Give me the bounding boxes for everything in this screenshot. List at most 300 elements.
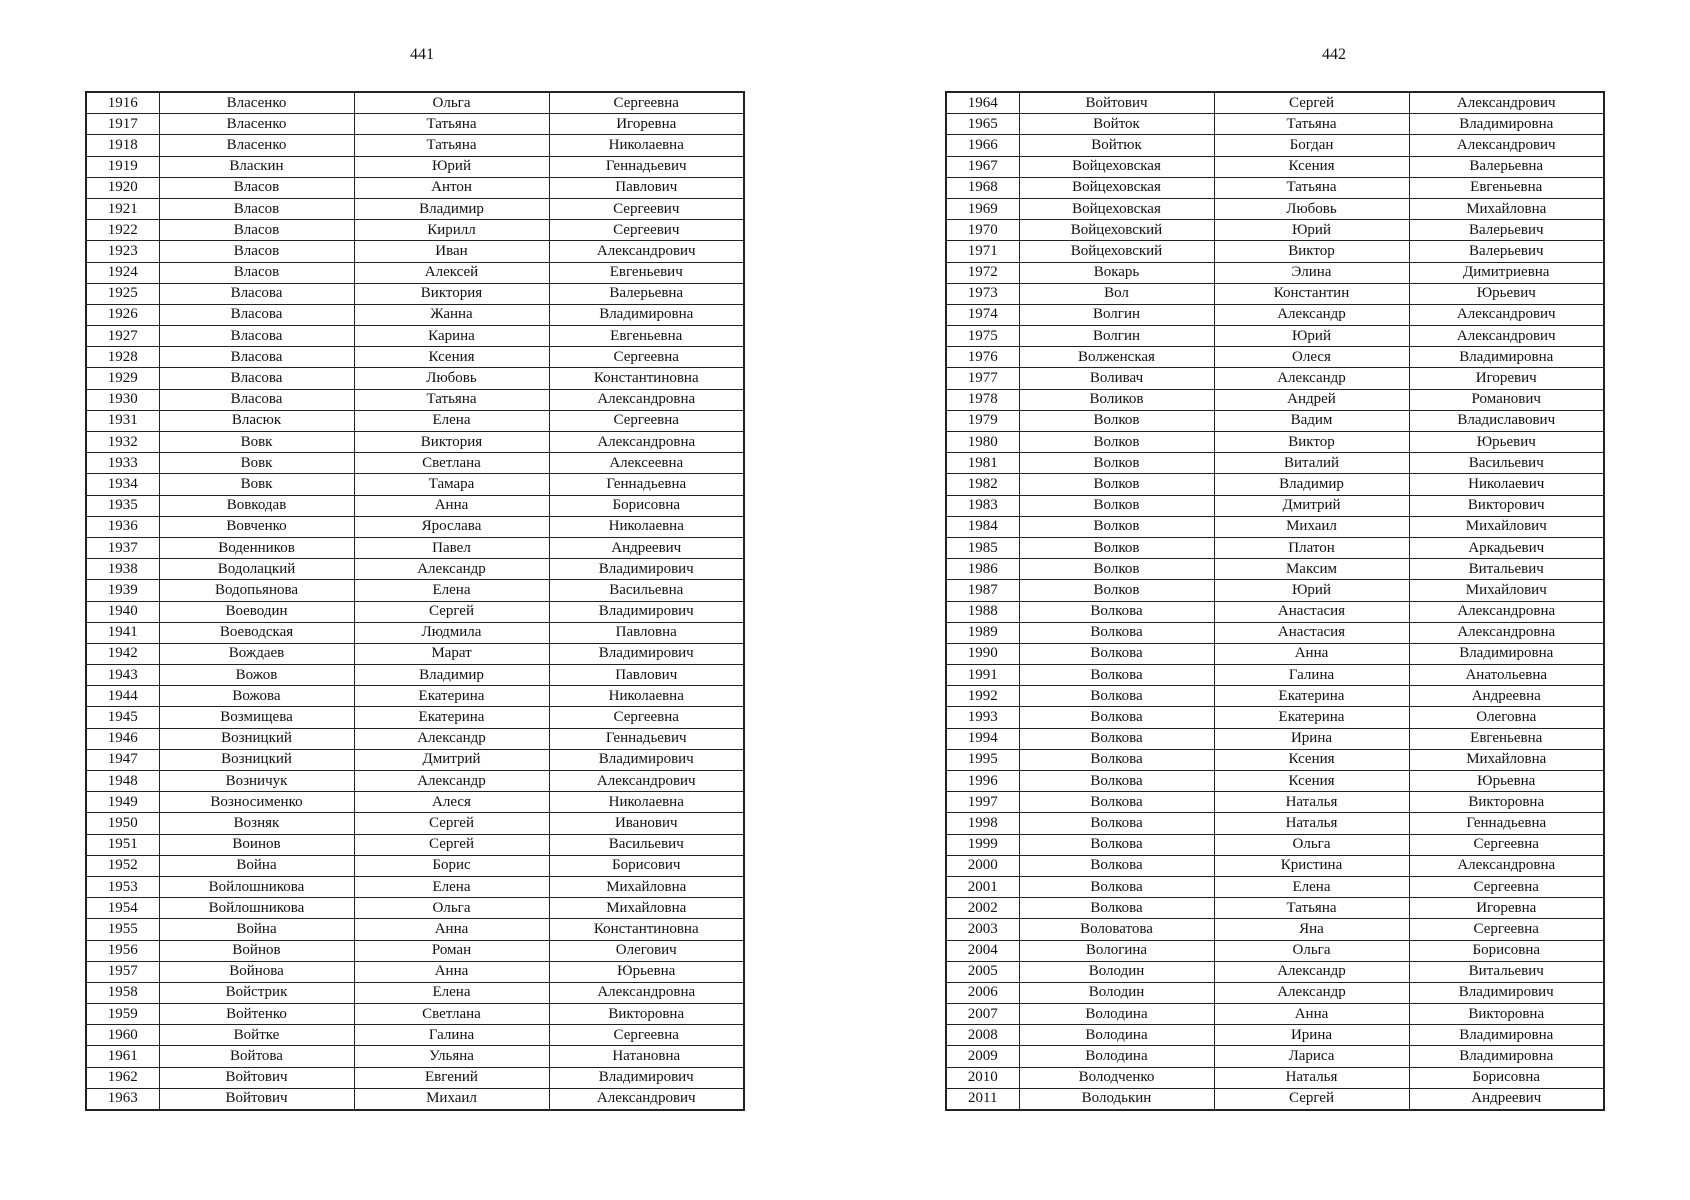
patronymic-cell: Александровна: [549, 389, 744, 410]
patronymic-cell: Олегович: [549, 940, 744, 961]
patronymic-cell: Геннадьевич: [549, 728, 744, 749]
patronymic-cell: Михайловна: [1409, 198, 1604, 219]
row-number-cell: 1979: [946, 410, 1019, 431]
patronymic-cell: Юрьевич: [1409, 432, 1604, 453]
table-row: [86, 686, 744, 707]
given-name-cell: Элина: [1214, 262, 1409, 283]
given-name-cell: Виктория: [354, 283, 549, 304]
given-name-cell: Юрий: [1214, 220, 1409, 241]
patronymic-cell: Николаевна: [549, 792, 744, 813]
table-row: [86, 855, 744, 876]
row-number-cell: 1985: [946, 537, 1019, 558]
patronymic-cell: Игоревна: [549, 114, 744, 135]
table-row: [86, 961, 744, 982]
surname-cell: Волков: [1019, 537, 1214, 558]
row-number-cell: 1964: [946, 92, 1019, 114]
surname-cell: Власова: [159, 326, 354, 347]
table-row: [86, 792, 744, 813]
row-number-cell: 1975: [946, 326, 1019, 347]
given-name-cell: Платон: [1214, 537, 1409, 558]
row-number-cell: 1926: [86, 304, 159, 325]
patronymic-cell: Владимирович: [549, 559, 744, 580]
row-number-cell: 1972: [946, 262, 1019, 283]
table-row: [86, 665, 744, 686]
surname-cell: Власенко: [159, 135, 354, 156]
surname-cell: Воеводин: [159, 601, 354, 622]
row-number-cell: 1921: [86, 198, 159, 219]
table-row: [86, 834, 744, 855]
surname-cell: Волкова: [1019, 728, 1214, 749]
row-number-cell: 1958: [86, 982, 159, 1003]
table-row: [86, 876, 744, 897]
row-number-cell: 1984: [946, 516, 1019, 537]
given-name-cell: Александр: [1214, 961, 1409, 982]
given-name-cell: Сергей: [354, 601, 549, 622]
surname-cell: Войтович: [159, 1067, 354, 1088]
row-number-cell: 2007: [946, 1004, 1019, 1025]
patronymic-cell: Владимирович: [1409, 982, 1604, 1003]
patronymic-cell: Евгеньевич: [549, 262, 744, 283]
row-number-cell: 1951: [86, 834, 159, 855]
row-number-cell: 1942: [86, 643, 159, 664]
patronymic-cell: Олеговна: [1409, 707, 1604, 728]
row-number-cell: 1999: [946, 834, 1019, 855]
table-row: [946, 156, 1604, 177]
table-row: [86, 135, 744, 156]
row-number-cell: 1918: [86, 135, 159, 156]
table-row: [86, 1067, 744, 1088]
given-name-cell: Анна: [354, 495, 549, 516]
table-row: [946, 304, 1604, 325]
row-number-cell: 1919: [86, 156, 159, 177]
table-row: [86, 304, 744, 325]
patronymic-cell: Борисовна: [1409, 940, 1604, 961]
patronymic-cell: Сергеевна: [549, 347, 744, 368]
row-number-cell: 2004: [946, 940, 1019, 961]
row-number-cell: 1981: [946, 453, 1019, 474]
patronymic-cell: Александрович: [549, 241, 744, 262]
table-row: [946, 749, 1604, 770]
table-row: [86, 940, 744, 961]
surname-cell: Вологина: [1019, 940, 1214, 961]
surname-cell: Власенко: [159, 92, 354, 114]
given-name-cell: Анастасия: [1214, 622, 1409, 643]
patronymic-cell: Сергеевич: [549, 198, 744, 219]
surname-cell: Волков: [1019, 453, 1214, 474]
table-row: [946, 135, 1604, 156]
surname-cell: Володченко: [1019, 1067, 1214, 1088]
given-name-cell: Татьяна: [354, 135, 549, 156]
row-number-cell: 1940: [86, 601, 159, 622]
surname-cell: Власова: [159, 304, 354, 325]
given-name-cell: Александр: [1214, 304, 1409, 325]
patronymic-cell: Юрьевич: [1409, 283, 1604, 304]
row-number-cell: 1947: [86, 749, 159, 770]
table-row: [946, 177, 1604, 198]
table-row: [946, 220, 1604, 241]
patronymic-cell: Михайлович: [1409, 580, 1604, 601]
row-number-cell: 1982: [946, 474, 1019, 495]
surname-cell: Воеводская: [159, 622, 354, 643]
row-number-cell: 1965: [946, 114, 1019, 135]
surname-cell: Войток: [1019, 114, 1214, 135]
patronymic-cell: Александрович: [1409, 92, 1604, 114]
given-name-cell: Алеся: [354, 792, 549, 813]
given-name-cell: Сергей: [1214, 92, 1409, 114]
patronymic-cell: Васильевич: [549, 834, 744, 855]
patronymic-cell: Павлович: [549, 177, 744, 198]
table-row: [86, 749, 744, 770]
patronymic-cell: Владимировна: [549, 304, 744, 325]
surname-cell: Волкова: [1019, 898, 1214, 919]
surname-cell: Войтович: [1019, 92, 1214, 114]
given-name-cell: Татьяна: [1214, 177, 1409, 198]
surname-cell: Водопьянова: [159, 580, 354, 601]
row-number-cell: 2000: [946, 855, 1019, 876]
surname-cell: Вовкодав: [159, 495, 354, 516]
given-name-cell: Елена: [354, 580, 549, 601]
row-number-cell: 1996: [946, 771, 1019, 792]
given-name-cell: Константин: [1214, 283, 1409, 304]
patronymic-cell: Сергеевна: [549, 92, 744, 114]
surname-cell: Волков: [1019, 559, 1214, 580]
surname-cell: Волкова: [1019, 855, 1214, 876]
table-row: [86, 559, 744, 580]
table-row: [86, 114, 744, 135]
surname-cell: Власов: [159, 198, 354, 219]
patronymic-cell: Викторовна: [1409, 792, 1604, 813]
row-number-cell: 2011: [946, 1088, 1019, 1110]
row-number-cell: 1941: [86, 622, 159, 643]
given-name-cell: Ольга: [354, 898, 549, 919]
row-number-cell: 1961: [86, 1046, 159, 1067]
patronymic-cell: Владимировна: [1409, 643, 1604, 664]
given-name-cell: Анна: [354, 961, 549, 982]
table-row: [946, 474, 1604, 495]
surname-cell: Воливач: [1019, 368, 1214, 389]
given-name-cell: Ксения: [1214, 771, 1409, 792]
given-name-cell: Екатерина: [354, 686, 549, 707]
row-number-cell: 2003: [946, 919, 1019, 940]
patronymic-cell: Николаевна: [549, 686, 744, 707]
table-row: [946, 855, 1604, 876]
given-name-cell: Александр: [1214, 982, 1409, 1003]
row-number-cell: 1968: [946, 177, 1019, 198]
patronymic-cell: Александровна: [1409, 855, 1604, 876]
table-row: [946, 771, 1604, 792]
surname-cell: Володькин: [1019, 1088, 1214, 1110]
patronymic-cell: Евгеньевна: [549, 326, 744, 347]
table-row: [946, 1046, 1604, 1067]
given-name-cell: Анна: [1214, 1004, 1409, 1025]
patronymic-cell: Валерьевич: [1409, 241, 1604, 262]
patronymic-cell: Александрович: [1409, 326, 1604, 347]
roster-table-body: [946, 92, 1604, 1110]
patronymic-cell: Владимировна: [1409, 114, 1604, 135]
row-number-cell: 2001: [946, 876, 1019, 897]
given-name-cell: Галина: [354, 1025, 549, 1046]
patronymic-cell: Викторовна: [1409, 1004, 1604, 1025]
table-row: [86, 92, 744, 114]
given-name-cell: Татьяна: [354, 389, 549, 410]
row-number-cell: 1967: [946, 156, 1019, 177]
given-name-cell: Владимир: [354, 665, 549, 686]
surname-cell: Войстрик: [159, 982, 354, 1003]
given-name-cell: Ярослава: [354, 516, 549, 537]
surname-cell: Войцеховский: [1019, 241, 1214, 262]
patronymic-cell: Игоревич: [1409, 368, 1604, 389]
surname-cell: Возмищева: [159, 707, 354, 728]
surname-cell: Власов: [159, 220, 354, 241]
given-name-cell: Елена: [354, 876, 549, 897]
table-row: [86, 495, 744, 516]
given-name-cell: Максим: [1214, 559, 1409, 580]
patronymic-cell: Сергеевна: [549, 410, 744, 431]
given-name-cell: Анастасия: [1214, 601, 1409, 622]
row-number-cell: 1930: [86, 389, 159, 410]
surname-cell: Воденников: [159, 537, 354, 558]
table-row: [946, 241, 1604, 262]
patronymic-cell: Евгеньевна: [1409, 177, 1604, 198]
table-row: [86, 1004, 744, 1025]
surname-cell: Волков: [1019, 580, 1214, 601]
given-name-cell: Светлана: [354, 1004, 549, 1025]
surname-cell: Вовченко: [159, 516, 354, 537]
given-name-cell: Елена: [1214, 876, 1409, 897]
surname-cell: Волкова: [1019, 707, 1214, 728]
given-name-cell: Михаил: [354, 1088, 549, 1110]
given-name-cell: Иван: [354, 241, 549, 262]
table-row: [946, 728, 1604, 749]
row-number-cell: 1939: [86, 580, 159, 601]
patronymic-cell: Борисович: [549, 855, 744, 876]
row-number-cell: 1987: [946, 580, 1019, 601]
table-row: [86, 241, 744, 262]
table-row: [86, 368, 744, 389]
row-number-cell: 1959: [86, 1004, 159, 1025]
given-name-cell: Любовь: [354, 368, 549, 389]
patronymic-cell: Валерьевич: [1409, 220, 1604, 241]
surname-cell: Войлошникова: [159, 876, 354, 897]
surname-cell: Войцеховская: [1019, 156, 1214, 177]
surname-cell: Володина: [1019, 1025, 1214, 1046]
surname-cell: Возничук: [159, 771, 354, 792]
row-number-cell: 2010: [946, 1067, 1019, 1088]
patronymic-cell: Викторовна: [549, 1004, 744, 1025]
surname-cell: Власкин: [159, 156, 354, 177]
table-row: [946, 347, 1604, 368]
given-name-cell: Дмитрий: [354, 749, 549, 770]
row-number-cell: 1934: [86, 474, 159, 495]
row-number-cell: 2009: [946, 1046, 1019, 1067]
table-row: [946, 283, 1604, 304]
row-number-cell: 1956: [86, 940, 159, 961]
row-number-cell: 1977: [946, 368, 1019, 389]
table-row: [86, 453, 744, 474]
patronymic-cell: Витальевич: [1409, 559, 1604, 580]
patronymic-cell: Валерьевна: [549, 283, 744, 304]
patronymic-cell: Михайловна: [549, 876, 744, 897]
given-name-cell: Борис: [354, 855, 549, 876]
table-row: [86, 982, 744, 1003]
table-row: [86, 410, 744, 431]
given-name-cell: Тамара: [354, 474, 549, 495]
table-row: [946, 580, 1604, 601]
table-row: [946, 982, 1604, 1003]
row-number-cell: 1980: [946, 432, 1019, 453]
surname-cell: Войтке: [159, 1025, 354, 1046]
patronymic-cell: Александрович: [549, 771, 744, 792]
surname-cell: Волкова: [1019, 686, 1214, 707]
surname-cell: Власов: [159, 241, 354, 262]
given-name-cell: Евгений: [354, 1067, 549, 1088]
patronymic-cell: Сергеевич: [549, 220, 744, 241]
given-name-cell: Марат: [354, 643, 549, 664]
given-name-cell: Виктор: [1214, 241, 1409, 262]
given-name-cell: Екатерина: [1214, 707, 1409, 728]
surname-cell: Власов: [159, 262, 354, 283]
surname-cell: Власюк: [159, 410, 354, 431]
patronymic-cell: Витальевич: [1409, 961, 1604, 982]
row-number-cell: 2008: [946, 1025, 1019, 1046]
given-name-cell: Любовь: [1214, 198, 1409, 219]
row-number-cell: 1954: [86, 898, 159, 919]
row-number-cell: 1948: [86, 771, 159, 792]
surname-cell: Войнов: [159, 940, 354, 961]
surname-cell: Возносименко: [159, 792, 354, 813]
patronymic-cell: Павловна: [549, 622, 744, 643]
surname-cell: Войтова: [159, 1046, 354, 1067]
row-number-cell: 1917: [86, 114, 159, 135]
table-row: [946, 1088, 1604, 1110]
table-row: [946, 961, 1604, 982]
row-number-cell: 1993: [946, 707, 1019, 728]
given-name-cell: Вадим: [1214, 410, 1409, 431]
given-name-cell: Ирина: [1214, 728, 1409, 749]
page-number: 441: [410, 46, 434, 63]
roster-table-body: [86, 92, 744, 1110]
row-number-cell: 1920: [86, 177, 159, 198]
patronymic-cell: Юрьевна: [549, 961, 744, 982]
patronymic-cell: Геннадьевна: [1409, 813, 1604, 834]
row-number-cell: 1950: [86, 813, 159, 834]
given-name-cell: Екатерина: [1214, 686, 1409, 707]
patronymic-cell: Владимирович: [549, 749, 744, 770]
row-number-cell: 2006: [946, 982, 1019, 1003]
given-name-cell: Михаил: [1214, 516, 1409, 537]
surname-cell: Войлошникова: [159, 898, 354, 919]
row-number-cell: 1997: [946, 792, 1019, 813]
table-row: [86, 220, 744, 241]
patronymic-cell: Владимирович: [549, 601, 744, 622]
row-number-cell: 1949: [86, 792, 159, 813]
table-row: [946, 940, 1604, 961]
table-row: [946, 516, 1604, 537]
surname-cell: Водолацкий: [159, 559, 354, 580]
table-row: [946, 114, 1604, 135]
patronymic-cell: Иванович: [549, 813, 744, 834]
surname-cell: Возняк: [159, 813, 354, 834]
given-name-cell: Екатерина: [354, 707, 549, 728]
given-name-cell: Анна: [354, 919, 549, 940]
row-number-cell: 1936: [86, 516, 159, 537]
surname-cell: Вождаев: [159, 643, 354, 664]
table-row: [946, 326, 1604, 347]
given-name-cell: Ксения: [1214, 749, 1409, 770]
given-name-cell: Карина: [354, 326, 549, 347]
table-row: [86, 643, 744, 664]
surname-cell: Воинов: [159, 834, 354, 855]
table-row: [946, 622, 1604, 643]
row-number-cell: 1952: [86, 855, 159, 876]
row-number-cell: 1953: [86, 876, 159, 897]
surname-cell: Волгин: [1019, 326, 1214, 347]
patronymic-cell: Борисовна: [1409, 1067, 1604, 1088]
surname-cell: Вовк: [159, 453, 354, 474]
patronymic-cell: Натановна: [549, 1046, 744, 1067]
given-name-cell: Юрий: [354, 156, 549, 177]
given-name-cell: Ульяна: [354, 1046, 549, 1067]
table-row: [86, 326, 744, 347]
table-row: [86, 898, 744, 919]
given-name-cell: Олеся: [1214, 347, 1409, 368]
surname-cell: Волкова: [1019, 813, 1214, 834]
given-name-cell: Роман: [354, 940, 549, 961]
row-number-cell: 1924: [86, 262, 159, 283]
surname-cell: Волков: [1019, 516, 1214, 537]
row-number-cell: 2005: [946, 961, 1019, 982]
roster-table: [945, 91, 1605, 1111]
row-number-cell: 1994: [946, 728, 1019, 749]
given-name-cell: Наталья: [1214, 813, 1409, 834]
row-number-cell: 1988: [946, 601, 1019, 622]
patronymic-cell: Сергеевна: [1409, 834, 1604, 855]
table-row: [946, 537, 1604, 558]
patronymic-cell: Александровна: [1409, 622, 1604, 643]
row-number-cell: 1916: [86, 92, 159, 114]
surname-cell: Волкова: [1019, 792, 1214, 813]
surname-cell: Война: [159, 919, 354, 940]
given-name-cell: Сергей: [1214, 1088, 1409, 1110]
surname-cell: Возницкий: [159, 728, 354, 749]
surname-cell: Волкова: [1019, 876, 1214, 897]
patronymic-cell: Геннадьевна: [549, 474, 744, 495]
given-name-cell: Татьяна: [354, 114, 549, 135]
surname-cell: Волкова: [1019, 665, 1214, 686]
patronymic-cell: Васильевна: [549, 580, 744, 601]
surname-cell: Волкова: [1019, 622, 1214, 643]
surname-cell: Волков: [1019, 410, 1214, 431]
table-row: [946, 1025, 1604, 1046]
page-number: 442: [1322, 46, 1346, 63]
row-number-cell: 1973: [946, 283, 1019, 304]
given-name-cell: Александр: [1214, 368, 1409, 389]
given-name-cell: Наталья: [1214, 1067, 1409, 1088]
patronymic-cell: Романович: [1409, 389, 1604, 410]
table-row: [946, 876, 1604, 897]
given-name-cell: Светлана: [354, 453, 549, 474]
row-number-cell: 1945: [86, 707, 159, 728]
row-number-cell: 1963: [86, 1088, 159, 1110]
patronymic-cell: Михайлович: [1409, 516, 1604, 537]
patronymic-cell: Сергеевна: [1409, 876, 1604, 897]
given-name-cell: Юрий: [1214, 326, 1409, 347]
surname-cell: Власова: [159, 389, 354, 410]
surname-cell: Возницкий: [159, 749, 354, 770]
given-name-cell: Татьяна: [1214, 898, 1409, 919]
surname-cell: Войтович: [159, 1088, 354, 1110]
patronymic-cell: Николаевна: [549, 135, 744, 156]
